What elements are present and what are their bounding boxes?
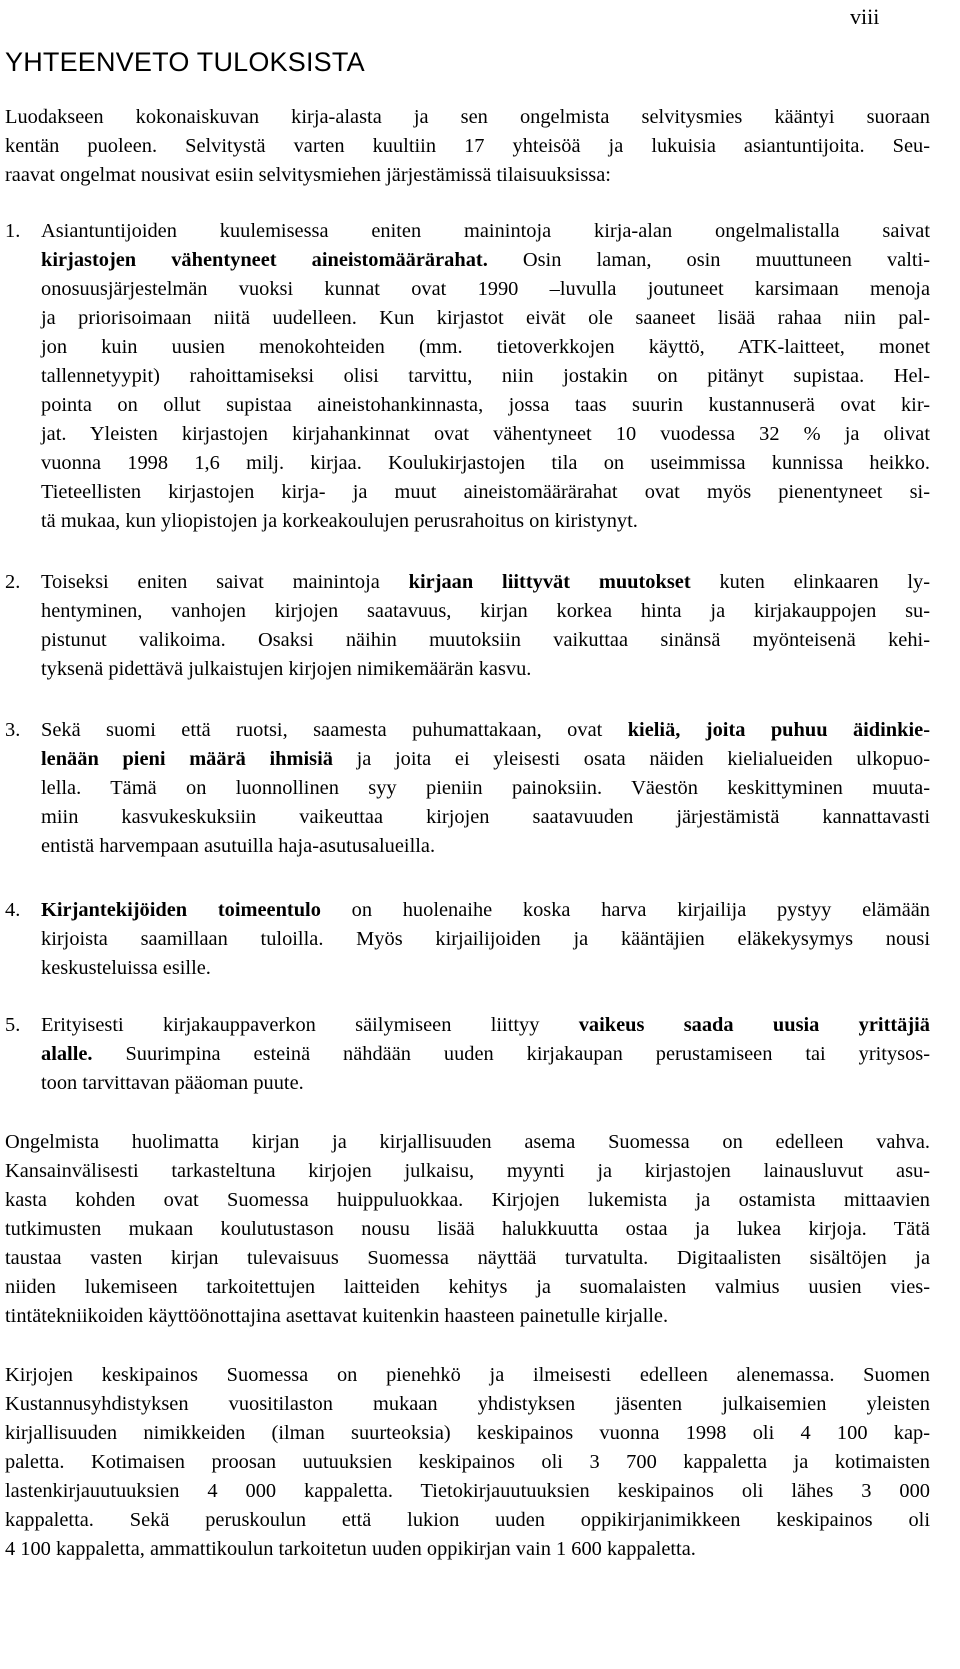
text-line [41, 478, 930, 507]
text-line: kentän puoleen. Selvitystä varten kuultiin 17 yhteisöä ja lukuisia asiantuntijoita. Seu- [5, 135, 930, 157]
text-line [41, 925, 930, 954]
text-line [41, 803, 930, 832]
text-line [41, 217, 930, 246]
text-run: tä mukaa, kun yliopistojen ja korkeakoulujen perusrahoitus on kiristynyt. [41, 510, 638, 532]
text-line: Luodakseen kokonaiskuvan kirja-alasta ja sen ongelmista selvitysmies kääntyi suoraan [5, 106, 930, 128]
text-run: Sekä suomi että ruotsi, saamesta puhumattakaan, ovat [41, 719, 628, 741]
text-run: jat. Yleisten kirjastojen kirjahankinnat ovat vähentyneet 10 vuodessa 32 % ja olivat [41, 423, 930, 445]
emphasis-text: Kirjantekijöiden toimeentulo [41, 899, 321, 921]
text-line [41, 954, 930, 983]
text-line: kirjallisuuden nimikkeiden (ilman suurteoksia) keskipainos vuonna 1998 oli 4 100 kap- [5, 1422, 930, 1444]
text-run: Tieteellisten kirjastojen kirja- ja muut aineistomäärärahat ovat myös pienentyneet si- [41, 481, 930, 503]
list-item-number: 3. [5, 719, 21, 741]
emphasis-text: alalle. [41, 1043, 93, 1065]
text-run: pistunut valikoima. Osaksi näihin muutoksiin vaikuttaa sinänsä myönteisenä kehi- [41, 629, 930, 651]
emphasis-text: vaikeus saada uusia yrittäjiä [578, 1014, 930, 1036]
text-line [41, 333, 930, 362]
text-line: niiden lukemiseen tarkoitettujen laitteiden kehitys ja suomalaisten valmius uusien vies- [5, 1276, 930, 1298]
text-run: entistä harvempaan asutuilla haja-asutusalueilla. [41, 835, 436, 857]
list-item-text [41, 896, 930, 983]
text-line: tintätekniikoiden käyttöönottajina asettavat kuitenkin haasteen painetulle kirjalle. [5, 1305, 669, 1327]
text-line [41, 362, 930, 391]
text-line [41, 832, 930, 861]
text-line: Kustannusyhdistyksen vuositilaston mukaan yhdistyksen jäsenten julkaisemien yleisten [5, 1393, 930, 1415]
text-line [41, 774, 930, 803]
list-item-text [41, 716, 930, 861]
text-line [41, 597, 930, 626]
text-run: Asiantuntijoiden kuulemisessa eniten mainintoja kirja-alan ongelmalistalla saivat [41, 220, 930, 242]
list-item-text [41, 568, 930, 684]
text-line [41, 626, 930, 655]
text-line [41, 275, 930, 304]
page-number: viii [850, 4, 880, 29]
text-run: kuten elinkaaren ly- [690, 571, 931, 593]
text-run: ja priorisoimaan niitä uudelleen. Kun kirjastot eivät ole saaneet lisää rahaa niin pal- [41, 307, 930, 329]
page-title: YHTEENVETO TULOKSISTA [5, 47, 365, 77]
text-line [41, 896, 930, 925]
intro-paragraph [5, 103, 930, 190]
text-run: vuonna 1998 1,6 milj. kirjaa. Koulukirjastojen tila on useimmissa kunnissa heikko. [41, 452, 930, 474]
text-line: paletta. Kotimaisen proosan uutuuksien keskipainos oli 3 700 kappaletta ja kotimaisten [5, 1451, 930, 1473]
text-run: on huolenaihe koska harva kirjailija pystyy elämään [320, 899, 930, 921]
text-run: toon tarvittavan pääoman puute. [41, 1072, 304, 1094]
text-line [41, 745, 930, 774]
text-line [41, 568, 930, 597]
text-line: Kirjojen keskipainos Suomessa on pienehkö ja ilmeisesti edelleen alenemassa. Suomen [5, 1364, 930, 1386]
text-line [41, 655, 930, 684]
text-line: 4 100 kappaletta, ammattikoulun tarkoitetun uuden oppikirjan vain 1 600 kappaletta. [5, 1538, 696, 1560]
emphasis-text: kirjastojen vähentyneet aineistomäärärahat. [41, 249, 488, 271]
text-run: hentyminen, vanhojen kirjojen saatavuus, kirjan korkea hinta ja kirjakauppojen su- [41, 600, 930, 622]
text-run: Toiseksi eniten saivat mainintoja [41, 571, 409, 593]
text-line [41, 420, 930, 449]
list-item-text [41, 1011, 930, 1098]
text-line [41, 716, 930, 745]
text-line [41, 391, 930, 420]
list-item-number: 4. [5, 899, 21, 921]
list-item-text [41, 217, 930, 536]
text-line: kasta kohden ovat Suomessa huippuluokkaa. Kirjojen lukemista ja ostamista mittaavien [5, 1189, 930, 1211]
emphasis-text: kirjaan liittyvät muutokset [408, 571, 691, 593]
text-line: tutkimusten mukaan koulutustason nousu lisää halukkuutta ostaa ja lukea kirjoja. Tätä [5, 1218, 930, 1240]
text-run: kirjoista saamillaan tuloilla. Myös kirjailijoiden ja kääntäjien eläkekysymys nousi [41, 928, 930, 950]
text-line: Kansainvälisesti tarkasteltuna kirjojen julkaisu, myynti ja kirjastojen lainausluvut asu- [5, 1160, 930, 1182]
list-item-number: 2. [5, 571, 21, 593]
text-run: Suurimpina esteinä nähdään uuden kirjakaupan perustamiseen tai yritysos- [92, 1043, 930, 1065]
text-run: Osin laman, osin muuttuneen valti- [487, 249, 930, 271]
text-run: onosuusjärjestelmän vuoksi kunnat ovat 1990 –luvulla joutuneet karsimaan menoja [41, 278, 930, 300]
text-line [41, 507, 930, 536]
text-run: miin kasvukeskuksiin vaikeuttaa kirjojen saatavuuden järjestämistä kannattavasti [41, 806, 930, 828]
emphasis-text: lenään pieni määrä ihmisiä [41, 748, 333, 770]
list-item-number: 1. [5, 220, 21, 242]
text-line [41, 1040, 930, 1069]
text-line: Ongelmista huolimatta kirjan ja kirjallisuuden asema Suomessa on edelleen vahva. [5, 1131, 930, 1153]
text-run: jon kuin uusien menokohteiden (mm. tietoverkkojen käyttö, ATK-laitteet, monet [41, 336, 930, 358]
text-line: taustaa vasten kirjan tulevaisuus Suomessa näyttää turvatulta. Digitaalisten sisältöjen ja [5, 1247, 930, 1269]
text-run: Erityisesti kirjakauppaverkon säilymiseen liittyy [41, 1014, 579, 1036]
text-run: pointa on ollut supistaa aineistohankinnasta, jossa taas suurin kustannuserä ovat kir- [41, 394, 930, 416]
text-run: keskusteluissa esille. [41, 957, 211, 979]
text-line: raavat ongelmat nousivat esiin selvitysmiehen järjestämissä tilaisuuksissa: [5, 164, 611, 186]
text-line: lastenkirjauutuuksien 4 000 kappaletta. Tietokirjauutuuksien keskipainos oli lähes 3 000 [5, 1480, 930, 1502]
paragraph-strength [5, 1128, 930, 1331]
text-run: tallennetyypit) rahoittamiseksi olisi tarvittu, niin jostakin on pitänyt supistaa. Hel- [41, 365, 930, 387]
text-line: kappaletta. Sekä peruskoulun että lukion uuden oppikirjanimikkeen keskipainos oli [5, 1509, 930, 1531]
text-line [41, 449, 930, 478]
paragraph-print-runs [5, 1361, 930, 1564]
text-run: tyksenä pidettävä julkaistujen kirjojen nimikemäärän kasvu. [41, 658, 532, 680]
text-line [41, 246, 930, 275]
text-line [41, 1011, 930, 1040]
text-run: ja joita ei yleisesti osata näiden kielialueiden ulkopuo- [332, 748, 930, 770]
text-line [41, 1069, 930, 1098]
text-line [41, 304, 930, 333]
list-item-number: 5. [5, 1014, 21, 1036]
emphasis-text: kieliä, joita puhuu äidinkie- [627, 719, 930, 741]
text-run: lella. Tämä on luonnollinen syy pieniin painoksiin. Väestön keskittyminen muuta- [41, 777, 930, 799]
